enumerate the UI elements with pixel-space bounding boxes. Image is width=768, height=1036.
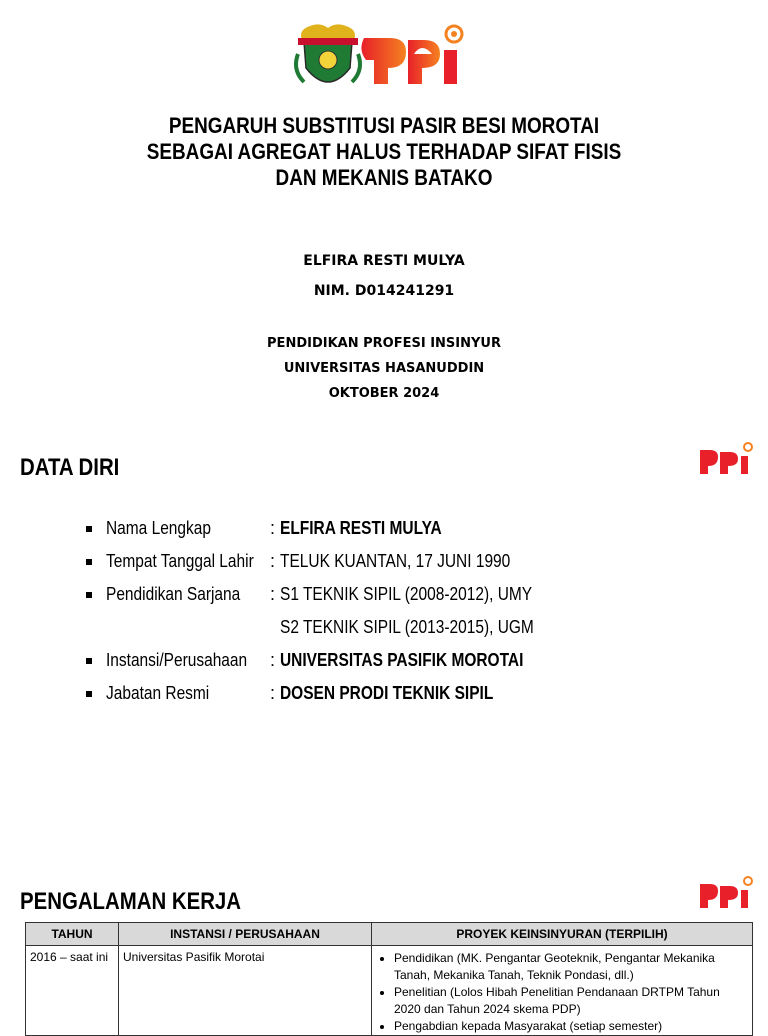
bullet-icon	[86, 526, 92, 532]
table-row	[26, 946, 753, 1036]
ppi-unhas-logo	[294, 20, 474, 98]
cover-slide	[0, 0, 768, 420]
cell-proyek	[372, 946, 753, 1036]
cell-tahun: 2016 – saat ini	[26, 946, 119, 1036]
separator: :	[270, 518, 276, 538]
field-value: DOSEN PRODI TEKNIK SIPIL	[280, 683, 494, 703]
field-value: ELFIRA RESTI MULYA	[280, 518, 442, 538]
experience-table	[25, 922, 753, 1036]
field-value: S1 TEKNIK SIPIL (2008-2012), UMY	[280, 584, 533, 604]
ppi-logo-icon	[698, 874, 756, 910]
table-header-row	[26, 923, 753, 946]
author-block	[0, 246, 768, 306]
bullet-icon	[86, 691, 92, 697]
bullet-icon	[86, 658, 92, 664]
field-label: Instansi/Perusahaan	[106, 650, 248, 670]
field-label: Nama Lengkap	[106, 518, 212, 538]
data-diri-slide	[0, 424, 768, 844]
field-value: UNIVERSITAS PASIFIK MOROTAI	[280, 650, 524, 670]
list-item: • Penelitian (Lolos Hibah Penelitian Pendanaan DRTPM Tahun 2020 dan Tahun 2024 skema PDP)	[394, 984, 748, 1018]
field-label: Tempat Tanggal Lahir	[106, 551, 254, 571]
list-item	[84, 578, 684, 611]
separator: :	[270, 584, 276, 604]
list-item: • Pendidikan (MK. Pengantar Geoteknik, Pengantar Mekanika Tanah, Mekanika Tanah, Teknik Pondasi, dll.)	[394, 950, 748, 984]
bullet-icon	[86, 559, 92, 565]
list-item	[84, 644, 684, 677]
list-item	[84, 545, 684, 578]
pengalaman-kerja-slide	[0, 848, 768, 1033]
separator: :	[270, 683, 276, 703]
institution-block	[0, 331, 768, 406]
author-nim: NIM. D014241291	[313, 283, 455, 299]
field-value: TELUK KUANTAN, 17 JUNI 1990	[280, 551, 511, 571]
program-name: PENDIDIKAN PROFESI INSINYUR	[267, 336, 501, 351]
university-name: UNIVERSITAS HASANUDDIN	[283, 361, 485, 376]
field-label: Jabatan Resmi	[106, 683, 210, 703]
list-item: • Pengabdian kepada Masyarakat (setiap semester)	[394, 1018, 748, 1035]
column-header: PROYEK KEINSINYURAN (TERPILIH)	[372, 923, 753, 946]
cell-instansi: Universitas Pasifik Morotai	[119, 946, 372, 1036]
separator: :	[270, 650, 276, 670]
presentation-date: OKTOBER 2024	[328, 386, 440, 401]
data-diri-heading: DATA DIRI	[20, 454, 120, 481]
ppi-logo-icon	[698, 440, 756, 476]
bullet-icon	[86, 592, 92, 598]
thesis-title: PENGARUH SUBSTITUSI PASIR BESI MOROTAI SEBAGAI AGREGAT HALUS TERHADAP SIFAT FISIS DAN MEKANIS BATAKO	[146, 113, 622, 190]
unhas-emblem-icon	[296, 24, 360, 82]
list-item-continuation	[84, 611, 684, 644]
pengalaman-heading: PENGALAMAN KERJA	[20, 888, 242, 915]
column-header: INSTANSI / PERUSAHAAN	[119, 923, 372, 946]
field-label: Pendidikan Sarjana	[106, 584, 241, 604]
list-item	[84, 677, 684, 710]
list-item	[84, 512, 684, 545]
column-header: TAHUN	[26, 923, 119, 946]
separator: :	[270, 551, 276, 571]
field-value: S2 TEKNIK SIPIL (2013-2015), UGM	[280, 617, 534, 637]
personal-data-list	[84, 512, 684, 710]
author-name: ELFIRA RESTI MULYA	[303, 253, 465, 269]
